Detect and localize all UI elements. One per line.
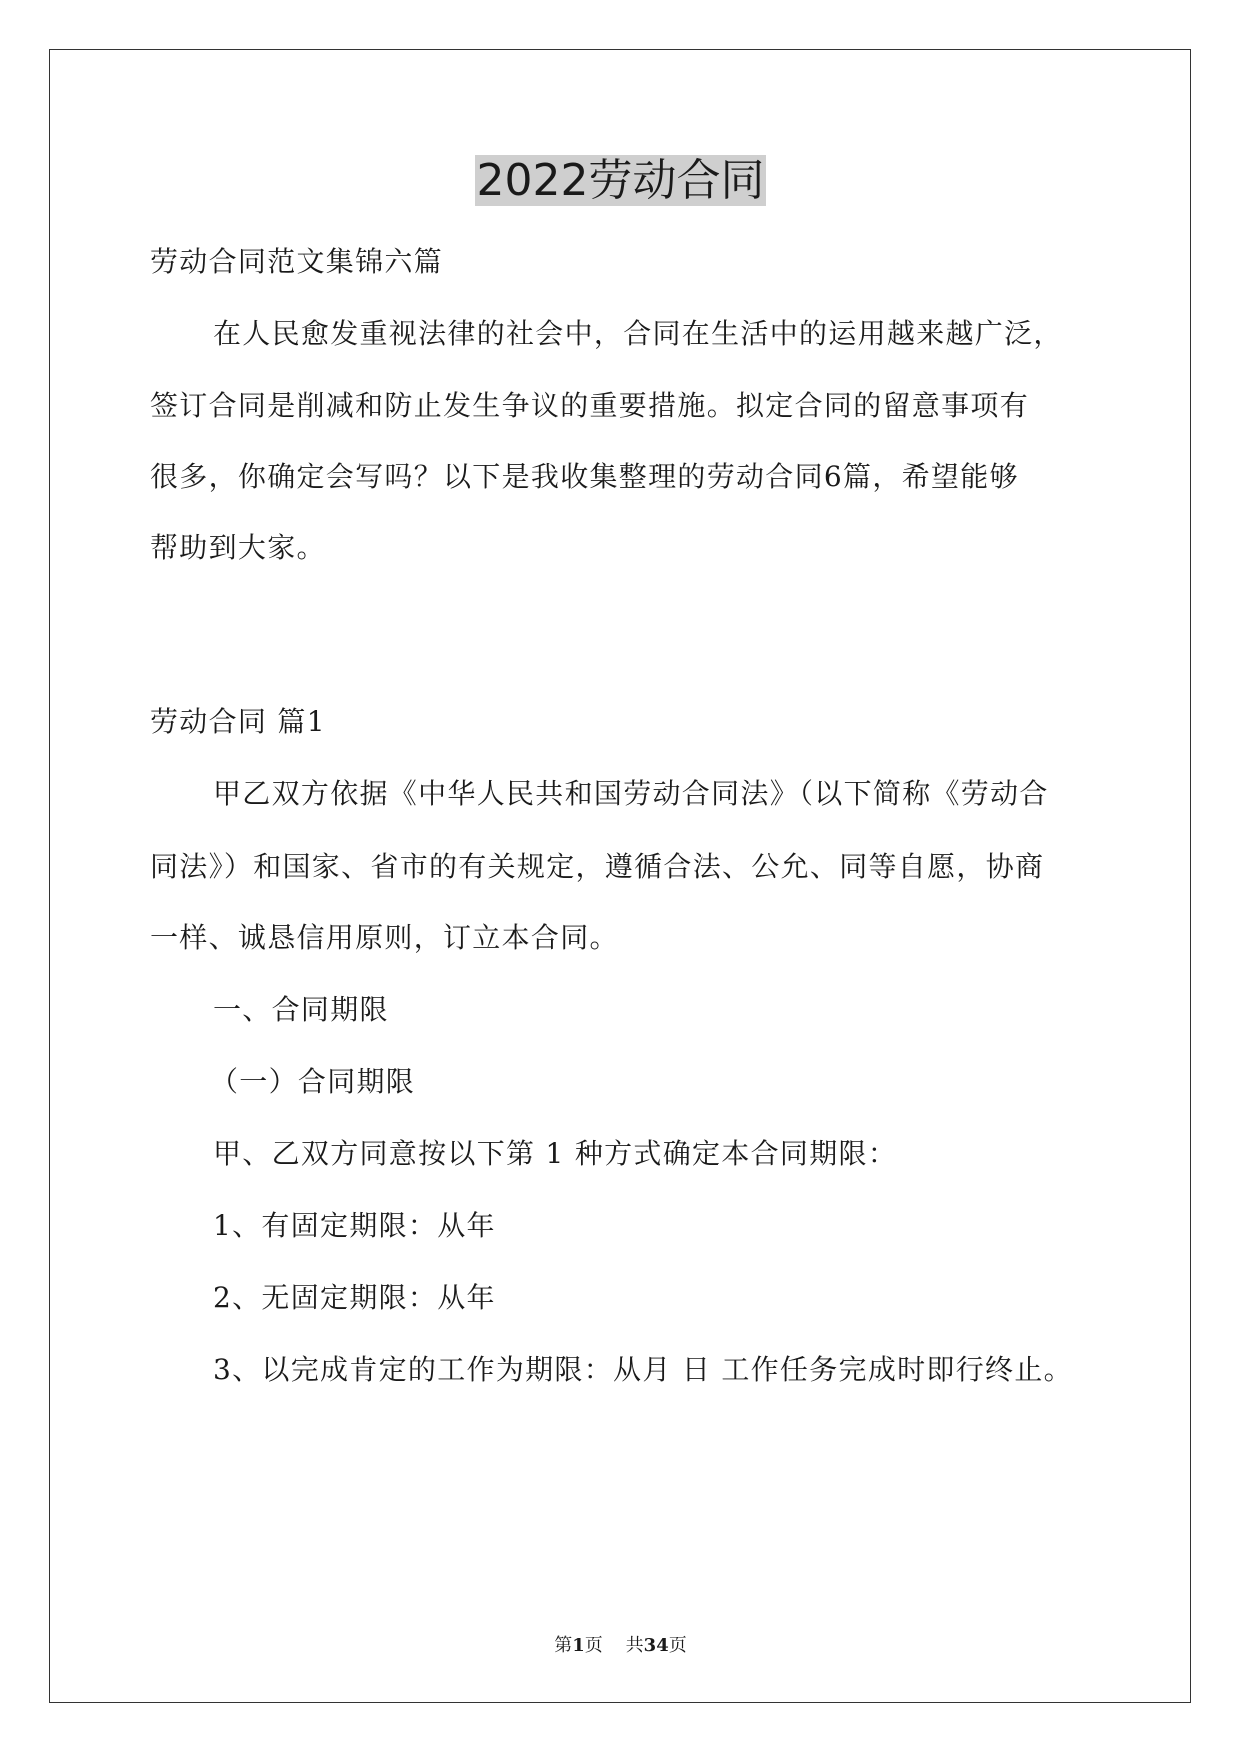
document-title xyxy=(0,150,1241,212)
intro-line-3: 很多，你确定会写吗？以下是我收集整理的劳动合同6篇，希望能够 xyxy=(150,460,1019,493)
section-heading: 劳动合同 篇1 xyxy=(150,705,326,738)
intro-line-4: 帮助到大家。 xyxy=(150,531,326,564)
page-footer xyxy=(0,1634,1241,1658)
term-option-1: 1、有固定期限：从年 xyxy=(213,1209,496,1242)
footer-page-prefix: 第 xyxy=(554,1635,573,1656)
body-line-2: 同法》）和国家、省市的有关规定，遵循合法、公允、同等自愿，协商 xyxy=(150,850,1045,883)
term-option-2: 2、无固定期限：从年 xyxy=(213,1281,496,1314)
footer-total-prefix: 共 xyxy=(625,1635,644,1656)
footer-total-suffix: 页 xyxy=(668,1635,687,1656)
footer-page-number: 1 xyxy=(572,1635,585,1656)
intro-line-2: 签订合同是削减和防止发生争议的重要措施。拟定合同的留意事项有 xyxy=(150,389,1030,422)
clause-heading: 一、合同期限 xyxy=(213,993,389,1026)
intro-line-1: 在人民愈发重视法律的社会中，合同在生活中的运用越来越广泛， xyxy=(213,317,1063,350)
document-subtitle: 劳动合同范文集锦六篇 xyxy=(150,245,444,278)
footer-page-suffix: 页 xyxy=(584,1635,603,1656)
term-option-3: 3、以完成肯定的工作为期限：从月 日 工作任务完成时即行终止。 xyxy=(213,1353,1073,1386)
footer-total-pages: 34 xyxy=(643,1635,669,1656)
sub-clause-heading: （一）合同期限 xyxy=(210,1065,416,1098)
body-line-1: 甲乙双方依据《中华人民共和国劳动合同法》（以下简称《劳动合 xyxy=(213,777,1049,810)
title-text: 2022劳动合同 xyxy=(476,155,765,206)
body-line-3: 一样、诚恳信用原则，订立本合同。 xyxy=(150,921,619,954)
body-line-6: 甲、乙双方同意按以下第 1 种方式确定本合同期限： xyxy=(213,1137,898,1170)
